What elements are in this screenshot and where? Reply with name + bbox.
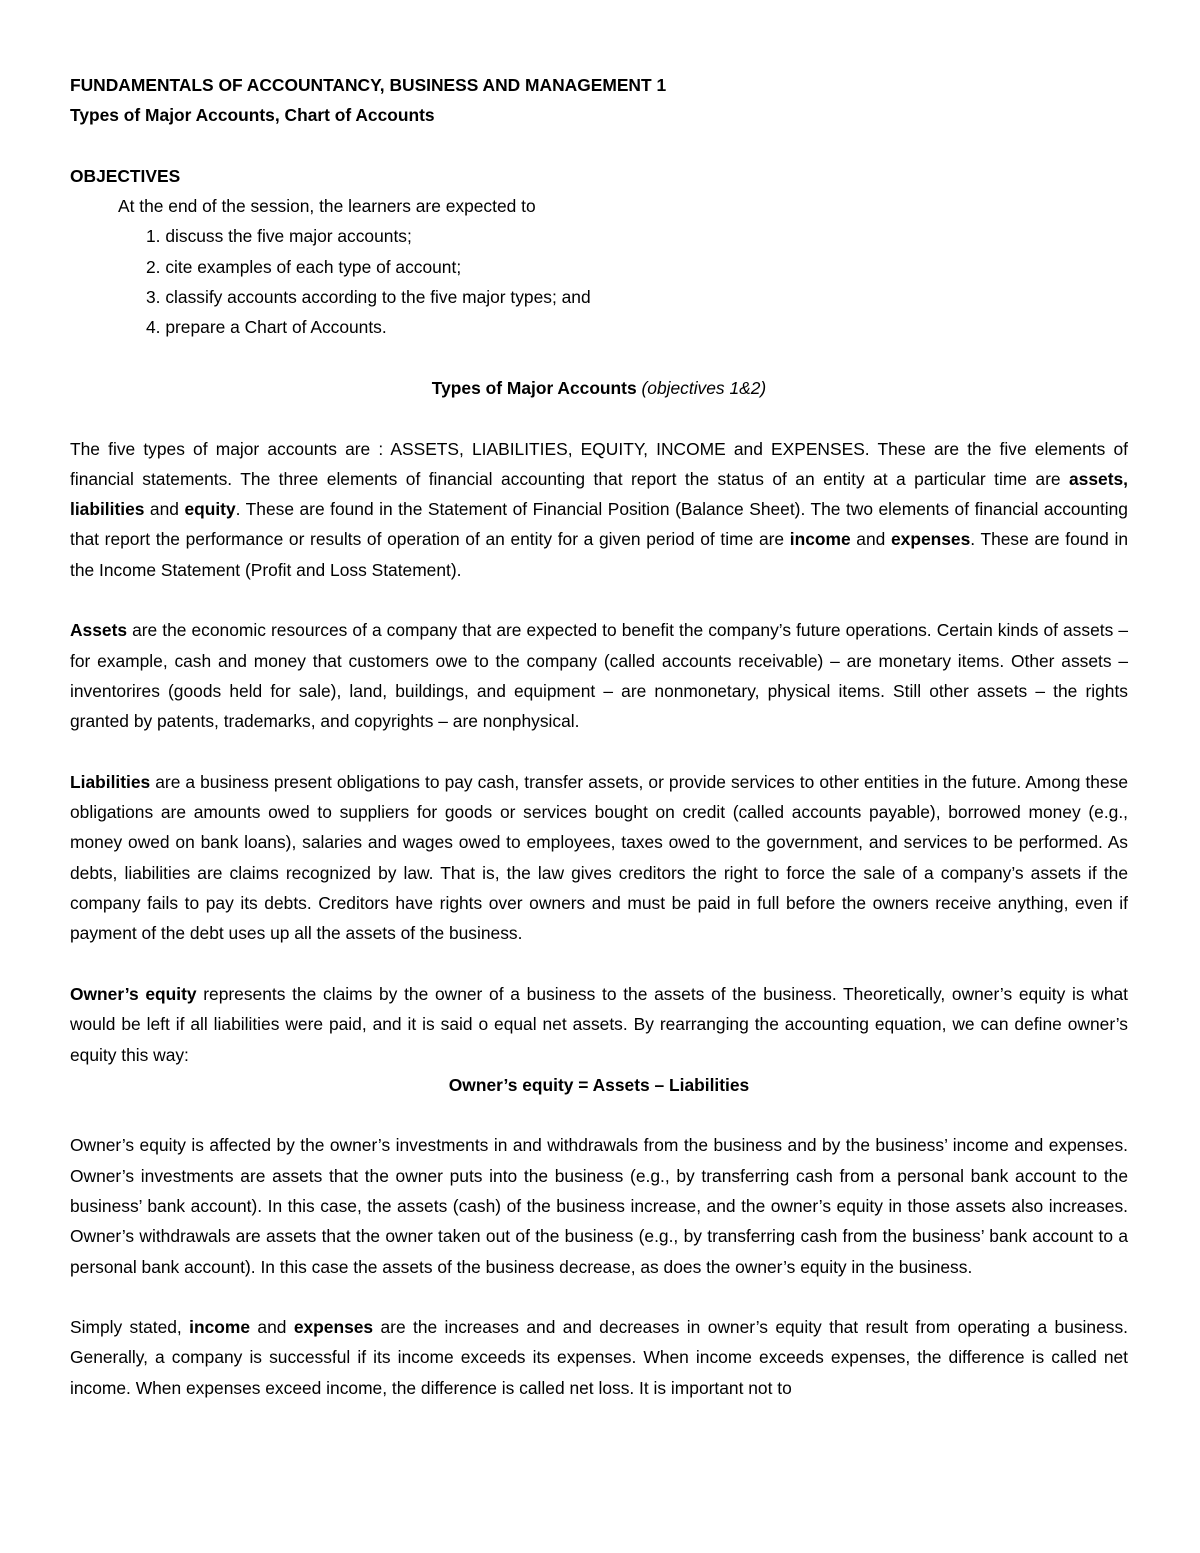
spacer (70, 343, 1128, 373)
spacer (70, 1100, 1128, 1130)
spacer (70, 403, 1128, 433)
bold-term: assets, liabilities (70, 468, 1128, 520)
bold-term: Owner’s equity (70, 983, 197, 1004)
paragraph-equity-effects (70, 1130, 1128, 1281)
bold-term: Liabilities (70, 771, 151, 792)
document-page (70, 70, 1128, 1403)
section-heading (70, 373, 1128, 403)
course-title: FUNDAMENTALS OF ACCOUNTANCY, BUSINESS AND MANAGEMENT 1 (70, 75, 667, 95)
text-run: . These are found in the Income Statement (Profit and Loss Statement). (70, 529, 1128, 580)
spacer (70, 949, 1128, 979)
objectives-intro: At the end of the session, the learners are expected to (118, 196, 536, 217)
text-run: are the increases and and decreases in owner’s equity that result from operating a business. Generally, a company is successful if its income exceeds its expenses. When income exceeds expenses, the difference is called net income. When expenses exceed income, the difference is called net loss. It is important not to (70, 1317, 1128, 1398)
text-run: and (850, 529, 891, 550)
section-title-note: (objectives 1&2) (641, 377, 767, 398)
text-run: and (144, 499, 185, 520)
objectives-heading: OBJECTIVES (70, 165, 181, 186)
text-run: The five types of major accounts are : ASSETS, LIABILITIES, EQUITY, INCOME and EXPENSES. These are the five elements of financial statements. The three elements of financial accounting that report the status of an entity at a particular time are (70, 438, 1128, 489)
bold-term: equity (184, 499, 236, 520)
objective-item: 3. classify accounts according to the five major types; and (146, 287, 591, 308)
paragraph-liabilities (70, 767, 1128, 949)
spacer (70, 131, 1128, 161)
paragraph-owners-equity (70, 979, 1128, 1070)
bold-term: income (189, 1317, 251, 1338)
paragraph-five-accounts (70, 434, 1128, 585)
objective-item: 2. cite examples of each type of account; (146, 256, 462, 277)
bold-term: Assets (70, 620, 128, 641)
bold-term: expenses (293, 1317, 374, 1338)
spacer (70, 737, 1128, 767)
bold-term: income (789, 529, 851, 550)
text-run: are the economic resources of a company that are expected to benefit the company’s future operations. Certain kinds of assets – for example, cash and money that customers owe to the company (called accounts receivable) – are monetary items. Other assets – inventorires (goods held for sale), land, buildings, and equipment – are nonmonetary, physical items. Still other assets – the rights granted by patents, trademarks, and copyrights – are nonphysical. (70, 620, 1128, 732)
paragraph-income-expenses (70, 1312, 1128, 1403)
text-run: Owner’s equity is affected by the owner’s investments in and withdrawals from the business and by the business’ income and expenses. Owner’s investments are assets that the owner puts into the business (e.g., by transferring cash from a personal bank account to the business’ bank account). In this case, the assets (cash) of the business increase, and the owner’s equity in those assets also increases. Owner’s withdrawals are assets that the owner taken out of the business (e.g., by transferring cash from the business’ bank account to a personal bank account). In this case the assets of the business decrease, as does the owner’s equity in the business. (70, 1135, 1128, 1277)
text-run: Simply stated, (70, 1317, 190, 1338)
spacer (70, 1282, 1128, 1312)
text-run: and (250, 1317, 294, 1338)
paragraph-assets (70, 615, 1128, 736)
topic-title: Types of Major Accounts, Chart of Accounts (70, 105, 435, 126)
objectives-list (70, 221, 1128, 342)
spacer (70, 585, 1128, 615)
equity-equation: Owner’s equity = Assets – Liabilities (448, 1074, 750, 1095)
objective-item: 1. discuss the five major accounts; (146, 226, 412, 247)
bold-term: expenses (891, 529, 971, 550)
text-run: represents the claims by the owner of a business to the assets of the business. Theoretically, owner’s equity is what would be left if all liabilities were paid, and it is said o equal net assets. By rearranging the accounting equation, we can define owner’s equity this way: (70, 983, 1128, 1065)
text-run: are a business present obligations to pay cash, transfer assets, or provide services to other entities in the future. Among these obligations are amounts owed to suppliers for goods or services bought on credit (called accounts payable), borrowed money (e.g., money owed on bank loans), salaries and wages owed to employees, taxes owed to the government, and services to be performed. As debts, liabilities are claims recognized by law. That is, the law gives creditors the right to force the sale of a company’s assets if the company fails to pay its debts. Creditors have rights over owners and must be paid in full before the owners receive anything, even if payment of the debt uses up all the assets of the business. (70, 771, 1128, 944)
objective-item: 4. prepare a Chart of Accounts. (146, 317, 387, 338)
text-run: . These are found in the Statement of Financial Position (Balance Sheet). The two elements of financial accounting that report the performance or results of operation of an entity for a given period of time are (70, 499, 1128, 550)
section-title: Types of Major Accounts (431, 377, 637, 398)
